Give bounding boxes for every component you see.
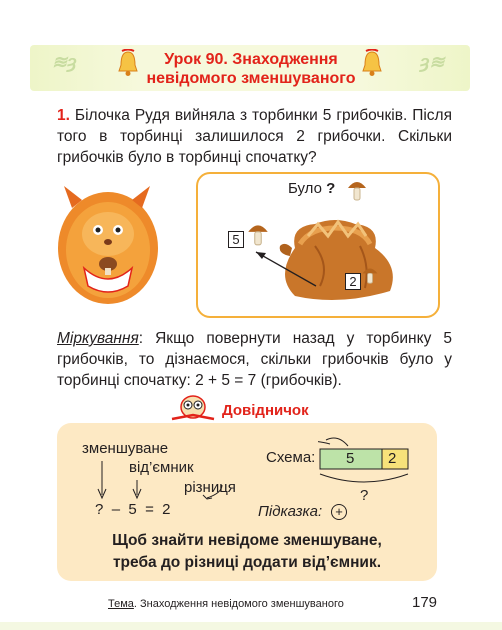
task-number: 1. <box>57 107 70 124</box>
reasoning-label: Міркування <box>57 330 139 347</box>
bottom-strip <box>0 622 502 630</box>
eq-subtrahend: 5 <box>128 501 137 518</box>
footer-topic <box>108 598 344 610</box>
reasoning-text: : Якщо повернути назад у торбинку 5 грибочків, то дізнаємося, скільки грибочків було у торбинці спочатку: 2 + 5 = 7 (грибочків). <box>57 330 452 389</box>
eq-unknown: ? <box>95 501 104 518</box>
footer-topic-label: Тема <box>108 598 134 610</box>
owl-book-icon <box>168 393 218 423</box>
banner-decoration-right: ȝ≋ <box>420 52 445 72</box>
hint-label: Підказка: <box>258 503 323 520</box>
was-label: Було ? <box>288 180 336 197</box>
scheme-difference: 2 <box>388 450 397 467</box>
scheme-label: Схема: <box>266 449 316 466</box>
question-mark: ? <box>326 180 336 197</box>
task-paragraph <box>57 105 452 168</box>
mushroom-icon <box>346 178 368 202</box>
mushroom-icon <box>361 264 379 286</box>
scheme-question: ? <box>360 487 369 504</box>
eq-equals: = <box>145 501 154 518</box>
eq-minus: – <box>111 501 121 518</box>
eq-difference: 2 <box>162 501 171 518</box>
term-difference: різниця <box>184 479 236 496</box>
task-text: Білочка Рудя вийняла з торбинки 5 грибочків. Після того в торбинці залишилося 2 грибочки. Скільки грибочків було в торбинці спочатку? <box>57 107 452 166</box>
term-arrows <box>57 423 257 513</box>
reference-title: Довідничок <box>222 402 309 419</box>
scheme-subtrahend: 5 <box>346 450 355 467</box>
squirrel-illustration <box>50 178 162 308</box>
rule-line2: треба до різниці додати від’ємник. <box>112 554 382 571</box>
rule-text <box>57 530 437 574</box>
footer-topic-text: . Знаходження невідомого зменшуваного <box>133 598 344 610</box>
term-minuend: зменшуване <box>82 440 169 457</box>
taken-count-box: 5 <box>228 231 244 248</box>
lesson-title <box>0 50 502 88</box>
hint-plus-sign: + <box>331 504 347 520</box>
term-subtrahend: від’ємник <box>129 459 194 476</box>
lesson-title-line1: Урок 90. Знаходження <box>164 51 338 68</box>
equation <box>95 501 171 518</box>
rule-line1: Щоб знайти невідоме зменшуване, <box>112 532 382 549</box>
lesson-title-line2: невідомого зменшуваного <box>146 70 356 87</box>
reasoning-paragraph <box>57 328 452 391</box>
banner-decoration-left: ≋ȝ <box>52 52 77 72</box>
page-number: 179 <box>412 594 438 611</box>
bag-illustration <box>240 206 425 306</box>
left-count-box: 2 <box>345 273 361 290</box>
